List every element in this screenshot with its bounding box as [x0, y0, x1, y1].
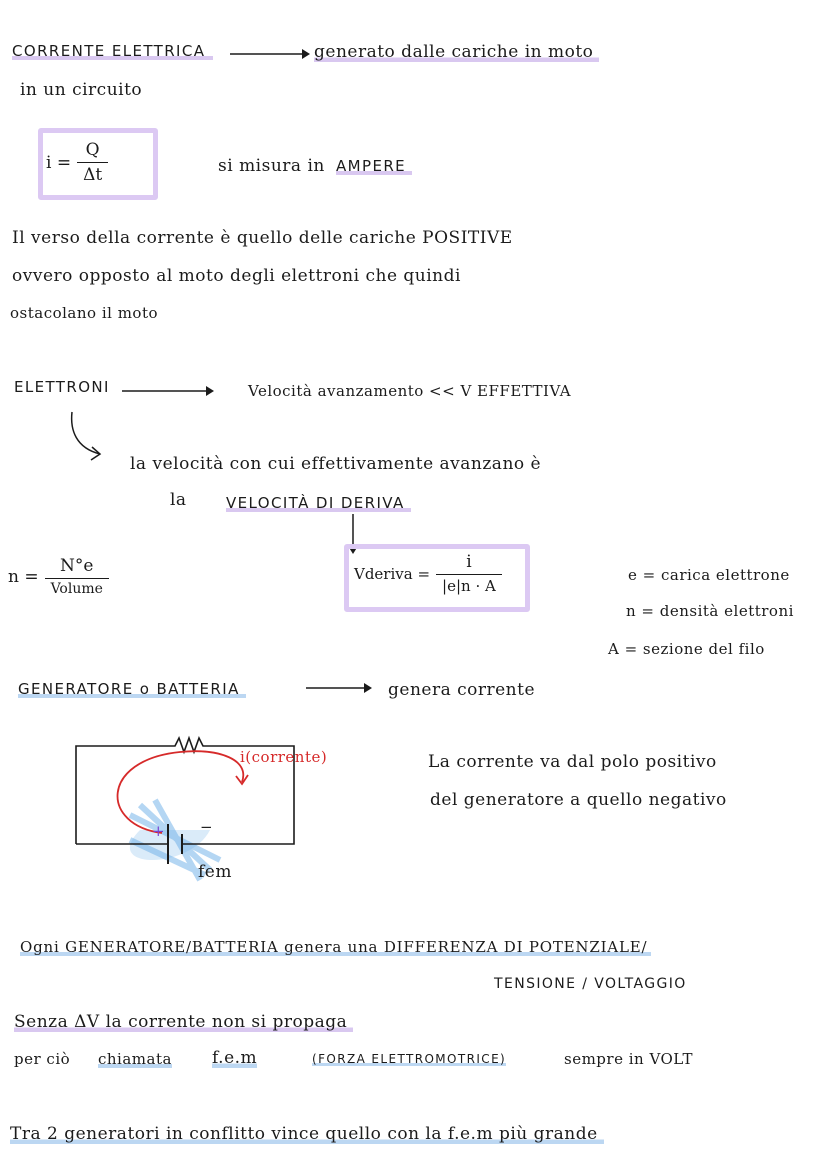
fem-label: fem — [198, 862, 232, 882]
legend-a: A = sezione del filo — [608, 640, 765, 658]
legend-e: e = carica elettrone — [628, 566, 790, 584]
unit-ampere: AMPERE — [336, 157, 412, 175]
formula-denominator: Δt — [77, 162, 108, 185]
deriva-formula — [354, 552, 502, 595]
density-lhs: n = — [8, 566, 39, 587]
density-denominator: Volume — [45, 578, 109, 597]
curved-arrow-icon — [66, 410, 106, 466]
elettroni-title: ELETTRONI — [14, 378, 110, 396]
generatore-desc: genera corrente — [388, 680, 536, 700]
velocita-deriva-term: VELOCITÀ DI DERIVA — [226, 494, 411, 512]
velocity-relation: Velocità avanzamento << V EFFETTIVA — [248, 382, 572, 400]
verso-line-2: ovvero opposto al moto degli elettroni che quindi — [12, 266, 461, 286]
current-label: i(corrente) — [240, 748, 328, 766]
tensione-line-1: Ogni GENERATORE/BATTERIA genera una DIFFERENZA DI POTENZIALE/ — [20, 938, 651, 956]
legend-n: n = densità elettroni — [626, 602, 794, 620]
line4-paren: (FORZA ELETTROMOTRICE) — [312, 1052, 507, 1066]
corrente-title: CORRENTE ELETTRICA — [12, 42, 213, 60]
circuit-diagram — [60, 720, 310, 890]
deriva-denominator: |e|n · A — [436, 574, 502, 595]
formula-numerator: Q — [85, 140, 100, 160]
formula-lhs: i = — [46, 152, 72, 173]
deriva-numerator: i — [466, 552, 472, 572]
unit-text: si misura in — [218, 156, 325, 176]
elettroni-desc-1: la velocità con cui effettivamente avanzano è — [130, 454, 542, 474]
arrow-right-icon — [306, 681, 372, 695]
generatore-side-2: del generatore a quello negativo — [430, 790, 727, 810]
density-numerator: N°e — [60, 556, 94, 576]
arrow-right-icon — [230, 46, 310, 60]
corrente-desc-2: in un circuito — [20, 80, 143, 100]
tensione-line-3: Senza ΔV la corrente non si propaga — [14, 1012, 353, 1032]
density-formula — [8, 556, 109, 597]
generatore-side-1: La corrente va dal polo positivo — [428, 752, 717, 772]
tensione-line-5: Tra 2 generatori in conflitto vince quello con la f.e.m più grande — [10, 1124, 604, 1144]
line4-term: chiamata — [98, 1050, 172, 1068]
verso-line-1: Il verso della corrente è quello delle cariche POSITIVE — [12, 228, 513, 248]
arrow-right-icon — [122, 384, 214, 398]
deriva-lhs: Vderiva = — [354, 564, 431, 583]
line4-post: sempre in VOLT — [564, 1050, 694, 1068]
generatore-title: GENERATORE o BATTERIA — [18, 680, 246, 698]
line4-fem: f.e.m — [212, 1048, 258, 1068]
current-formula — [46, 140, 108, 185]
plus-sign: + — [152, 822, 166, 840]
corrente-desc: generato dalle cariche in moto — [314, 42, 599, 62]
verso-line-3: ostacolano il moto — [10, 304, 159, 322]
tensione-line-2: TENSIONE / VOLTAGGIO — [494, 976, 687, 992]
elettroni-desc-2-pre: la — [170, 490, 187, 510]
minus-sign: − — [200, 818, 214, 836]
line4-pre: per ciò — [14, 1050, 71, 1068]
